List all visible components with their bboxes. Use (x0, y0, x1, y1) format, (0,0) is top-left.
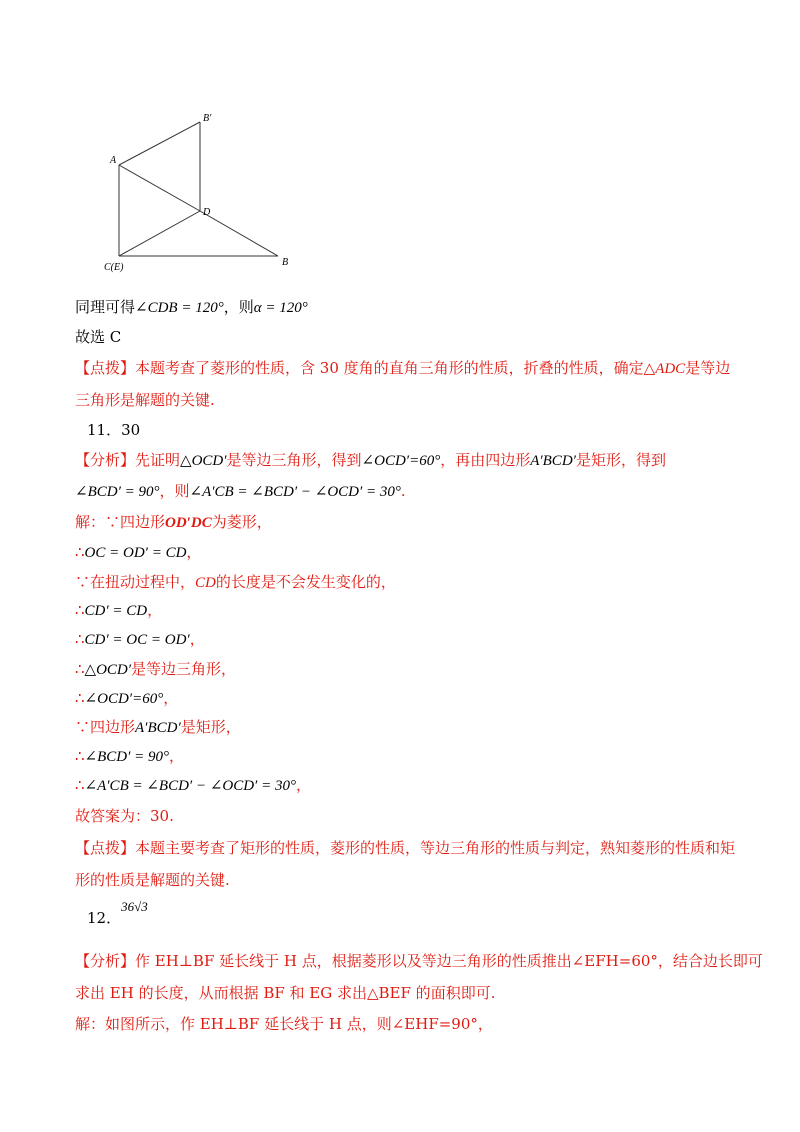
text-line-19 (75, 838, 735, 858)
text-line-17 (75, 775, 311, 796)
label-d: D (203, 207, 211, 218)
text: 是矩形，得到 (575, 451, 666, 469)
text: 解：∵四边形 (75, 513, 166, 531)
text: ∴ (75, 747, 85, 765)
text-line-11 (75, 600, 162, 621)
tag-label: 【点拨】 (75, 359, 136, 377)
math-expr: A′BCD′ (135, 720, 181, 736)
text: 同理可得 (75, 298, 136, 316)
tag-label: 【分析】 (75, 952, 136, 970)
text: 先证明 (135, 451, 181, 469)
math-expr: OD′DC (165, 515, 212, 531)
label-b: B (282, 257, 289, 268)
question-number: 12． (87, 909, 122, 927)
text: 作 EH⊥BF 延长线于 H 点，根据菱形以及等边三角形的性质推出∠EFH=60°，结合边长即可 (135, 952, 763, 970)
math-expr: ∠BCD′ = 90° (84, 749, 170, 765)
text-line-6 (75, 450, 666, 471)
text-line-1 (75, 297, 308, 318)
text: 本题主要考查了矩形的性质，菱形的性质，等边三角形的性质与判定，熟知菱形的性质和矩 (135, 839, 736, 857)
text: ∴ (75, 601, 85, 619)
text-line-16 (75, 746, 184, 767)
text: ，再由四边形 (440, 451, 531, 469)
tag-label: 【分析】 (75, 451, 136, 469)
text: ，则 (159, 482, 190, 500)
text: 是等边 (685, 359, 731, 377)
text-line-18: 故答案为：30. (75, 807, 174, 825)
text-line-12 (75, 629, 205, 650)
text-line-9 (75, 542, 201, 563)
label-b-prime: B′ (203, 113, 212, 124)
text: ∴ (75, 543, 85, 561)
math-expr: A′BCD′ (530, 453, 576, 469)
text-line-20: 形的性质是解题的关键. (75, 871, 230, 889)
text-line-22 (75, 951, 763, 971)
text: ， (189, 630, 205, 648)
math-expr: ∠OCD′=60° (361, 453, 441, 469)
text: ，则 (223, 298, 254, 316)
text-line-24: 解：如图所示，作 EH⊥BF 延长线于 H 点，则∠EHF=90°， (75, 1015, 493, 1033)
question-11-answer: 11．30 (87, 421, 141, 439)
math-expr: 36√3 (121, 899, 148, 914)
text: ∴ (75, 776, 85, 794)
tag-label: 【点拨】 (75, 839, 136, 857)
math-expr: △ADC (643, 361, 686, 377)
text: 是等边三角形， (131, 660, 237, 678)
text: ， (295, 776, 311, 794)
text: ∵在扭动过程中， (75, 573, 196, 591)
text: ∵四边形 (75, 718, 136, 736)
text-line-2: 故选 C (75, 328, 122, 346)
text: 是矩形， (180, 718, 241, 736)
text: ， (163, 689, 179, 707)
label-a: A (110, 155, 117, 166)
math-expr: CD′ = CD (84, 603, 148, 619)
text-line-7 (75, 481, 406, 502)
text: ∴ (75, 660, 85, 678)
text: . (400, 482, 406, 500)
math-expr: OC = OD′ = CD (84, 545, 187, 561)
math-expr: △OCD′ (84, 662, 132, 678)
text: ∴ (75, 630, 85, 648)
text-line-3 (75, 358, 730, 379)
math-expr: ∠BCD′ = 90° (75, 484, 160, 500)
segment-ad (119, 165, 200, 211)
text-line-15 (75, 717, 241, 738)
question-12-answer (87, 899, 148, 929)
math-expr: ∠CDB = 120° (135, 300, 224, 316)
text: 为菱形， (211, 513, 272, 531)
math-expr: ∠A′CB = ∠BCD′ − ∠OCD′ = 30° (84, 778, 296, 794)
text-line-23: 求出 EH 的长度，从而根据 BF 和 EG 求出△BEF 的面积即可. (75, 984, 496, 1002)
label-ce: C(E) (104, 262, 124, 273)
text-line-8 (75, 512, 272, 533)
math-expr: ∠A′CB = ∠BCD′ − ∠OCD′ = 30° (189, 484, 401, 500)
math-expr: CD′ = OC = OD′ (84, 632, 190, 648)
geometry-figure (100, 105, 300, 275)
math-expr: ∠OCD′=60° (84, 691, 164, 707)
text: ， (169, 747, 185, 765)
text: 本题考查了菱形的性质，含 30 度角的直角三角形的性质，折叠的性质，确定 (135, 359, 644, 377)
math-expr: CD (195, 575, 216, 591)
segment-ab-prime (119, 122, 200, 165)
text: 是等边三角形，得到 (226, 451, 362, 469)
text-line-4: 三角形是解题的关键. (75, 391, 215, 409)
math-expr: α = 120° (253, 300, 308, 316)
text-line-14 (75, 688, 178, 709)
segment-d-b (200, 211, 278, 256)
text: ， (147, 601, 163, 619)
text-line-13 (75, 659, 236, 680)
text: 的长度是不会发生变化的， (215, 573, 396, 591)
math-expr: △OCD′ (180, 453, 227, 469)
text-line-10 (75, 572, 396, 593)
text: ∴ (75, 689, 85, 707)
text: ， (186, 543, 202, 561)
segment-c-d (119, 211, 200, 256)
